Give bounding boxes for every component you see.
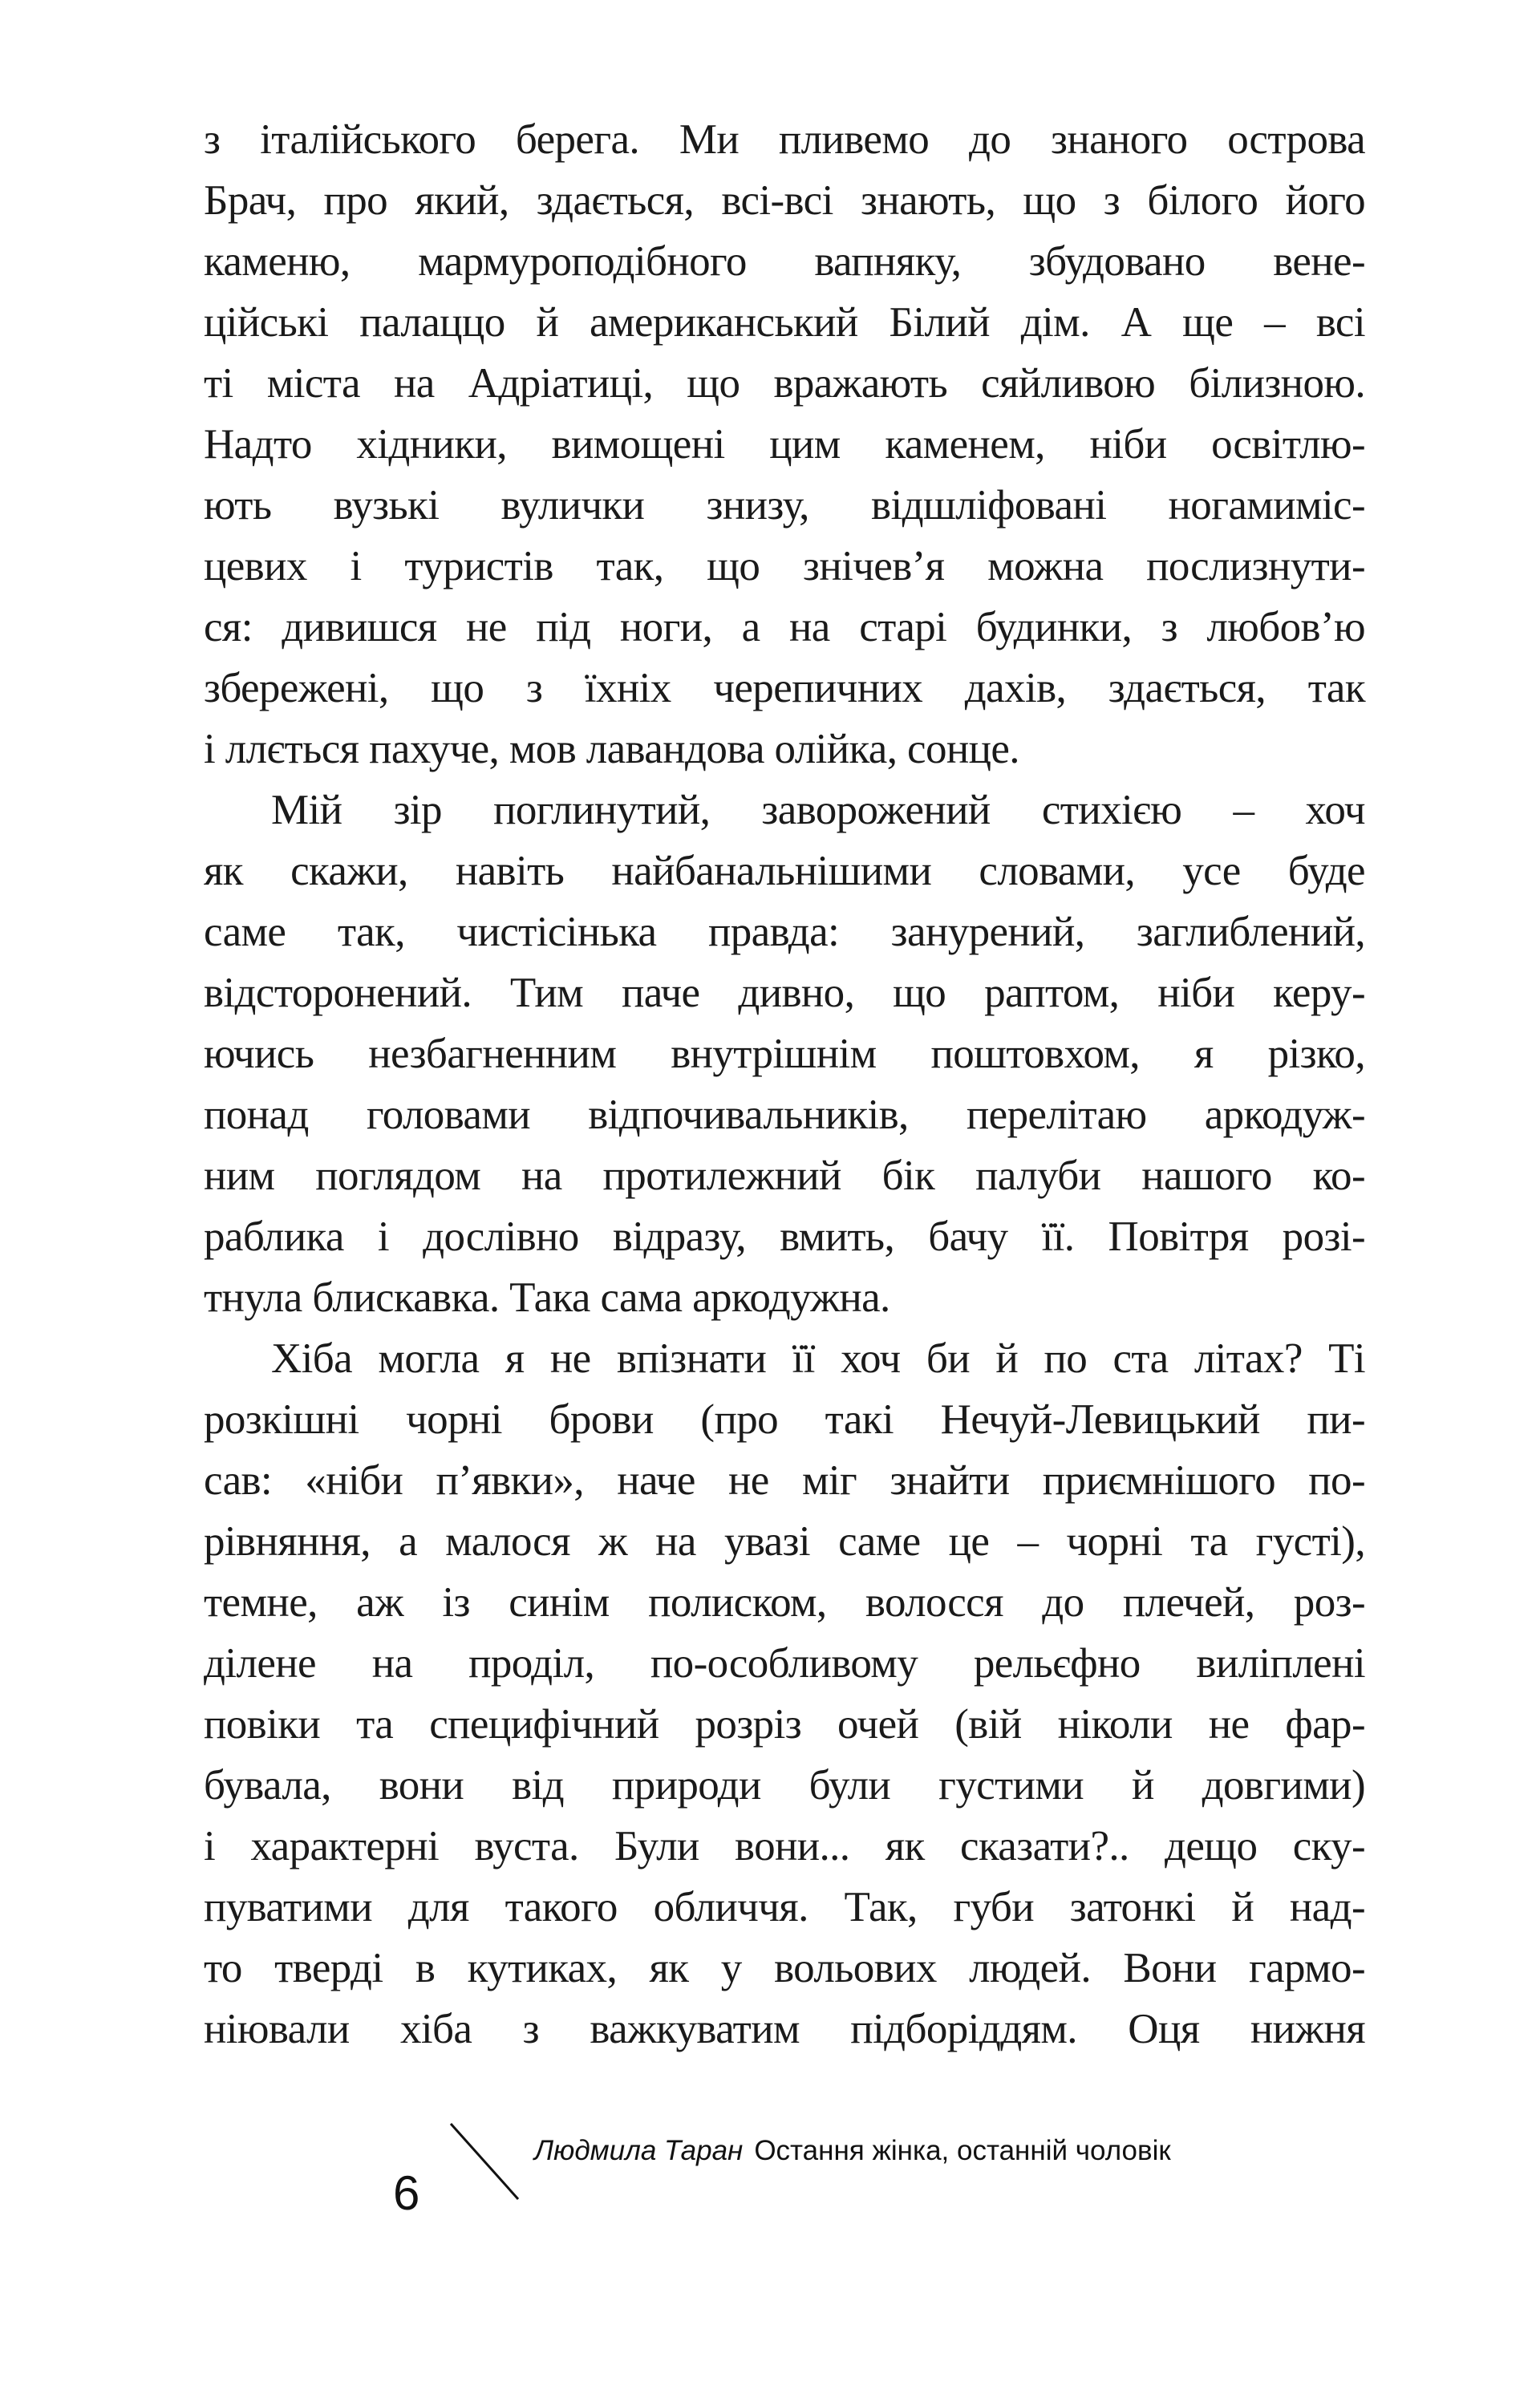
text-line: тнула блискавка. Така сама аркодужна.	[204, 1274, 890, 1321]
text-line: ділене на проділ, по-особливому рельєфно виліплені	[204, 1640, 1365, 1687]
text-line: ють вузькі вулички знизу, відшліфовані ногамиміс-	[204, 482, 1365, 529]
page-number: 6	[393, 2166, 420, 2220]
text-line: ті міста на Адріатиці, що вражають сяйливою білизною.	[204, 360, 1365, 407]
text-line: повіки та специфічний розріз очей (вій ніколи не фар-	[204, 1701, 1365, 1748]
running-head-author: Людмила Таран	[534, 2135, 744, 2166]
text-line: ніювали хіба з важкуватим підборіддям. Оця нижня	[204, 2006, 1365, 2052]
text-line: цевих і туристів так, що знічев’я можна послизнути-	[204, 543, 1365, 589]
text-line: ся: дивишся не під ноги, а на старі будинки, з любов’ю	[204, 604, 1365, 650]
text-line: раблика і дослівно відразу, вмить, бачу її. Повітря розі-	[204, 1213, 1365, 1260]
text-line: понад головами відпочивальників, перелітаю аркодуж-	[204, 1092, 1365, 1138]
text-line: і ллється пахуче, мов лавандова олійка, сонце.	[204, 726, 1019, 772]
text-line: розкішні чорні брови (про такі Нечуй-Левицький пи-	[204, 1396, 1365, 1443]
text-line: Надто хідники, вимощені цим каменем, ніби освітлю-	[204, 421, 1365, 468]
text-line: саме так, чистісінька правда: занурений, заглиблений,	[204, 909, 1365, 955]
text-line: з італійського берега. Ми пливемо до знаного острова	[204, 116, 1365, 163]
text-line: темне, аж із синім полиском, волосся до плечей, роз-	[204, 1579, 1365, 1626]
running-head-title: Остання жінка, останній чоловік	[754, 2135, 1171, 2166]
text-line: то тверді в кутиках, як у вольових людей. Вони гармо-	[204, 1945, 1365, 1991]
text-line: Мій зір поглинутий, заворожений стихією – хоч	[271, 787, 1365, 833]
text-line: Брач, про який, здається, всі-всі знають, що з білого його	[204, 177, 1365, 224]
text-line: як скажи, навіть найбанальнішими словами, усе буде	[204, 848, 1365, 894]
text-line: ючись незбагненним внутрішнім поштовхом, я різко,	[204, 1031, 1365, 1077]
text-line: сав: «ніби п’явки», наче не міг знайти приємнішого по-	[204, 1457, 1365, 1504]
text-line: збережені, що з їхніх черепичних дахів, здається, так	[204, 665, 1365, 711]
text-line: і характерні вуста. Були вони... як сказати?.. дещо ску-	[204, 1823, 1365, 1870]
running-head	[534, 2133, 1171, 2169]
text-line: бувала, вони від природи були густими й довгими)	[204, 1762, 1365, 1809]
text-line: каменю, мармуроподібного вапняку, збудовано вене-	[204, 238, 1365, 285]
text-line: відсторонений. Тим паче дивно, що раптом, ніби керу-	[204, 970, 1365, 1016]
text-line: ційські палаццо й американський Білий дім. А ще – всі	[204, 299, 1365, 346]
text-line: Хіба могла я не впізнати її хоч би й по ста літах? Ті	[271, 1335, 1365, 1382]
text-line: пуватими для такого обличчя. Так, губи затонкі й над-	[204, 1884, 1365, 1930]
text-line: рівняння, а малося ж на увазі саме це – чорні та густі),	[204, 1518, 1365, 1565]
text-line: ним поглядом на протилежний бік палуби нашого ко-	[204, 1152, 1365, 1199]
